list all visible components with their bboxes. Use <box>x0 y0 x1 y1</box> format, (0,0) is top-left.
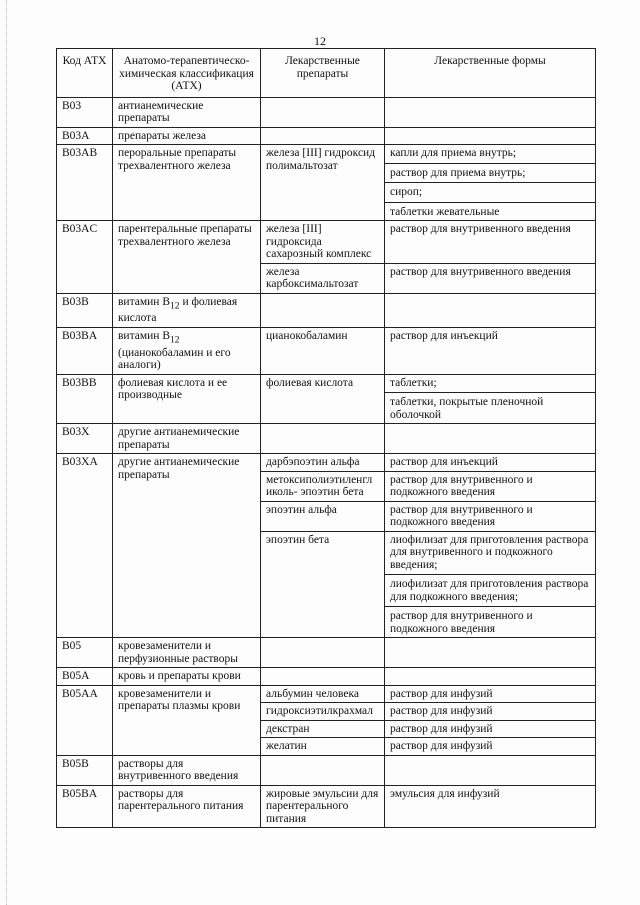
drug-cell: метоксиполиэтиленгл иколь- эпоэтин бета <box>261 471 385 501</box>
code-cell: B03AB <box>57 145 113 221</box>
classification-cell: кровезаменители и препараты плазмы крови <box>113 685 261 755</box>
classification-cell: фолиевая кислота и ее производные <box>113 374 261 424</box>
table-row <box>57 293 596 327</box>
classification-text: витамин B <box>118 295 170 308</box>
drug-cell: железа карбоксимальтозат <box>261 263 385 293</box>
code-cell: B03XA <box>57 454 113 638</box>
table-row <box>57 327 596 374</box>
form-item: таблетки, покрытые пленочной оболочкой <box>385 392 595 421</box>
form-item: раствор для внутривенного и подкожного введения <box>390 503 533 529</box>
classification-cell: кровь и препараты крови <box>113 668 261 686</box>
header-code: Код АТХ <box>57 49 113 98</box>
form-item: раствор для внутривенного и подкожного введения <box>390 473 533 499</box>
table-header-row <box>57 49 596 98</box>
forms-cell <box>385 685 596 703</box>
forms-cell <box>385 720 596 738</box>
header-forms: Лекарственные формы <box>385 49 596 98</box>
page-number: 12 <box>314 34 326 48</box>
drug-cell: эпоэтин бета <box>261 531 385 638</box>
form-item: раствор для инфузий <box>390 740 493 753</box>
table-row <box>57 454 596 472</box>
forms-cell <box>385 424 596 454</box>
classification-subscript: 12 <box>170 334 180 346</box>
drug-cell: гидроксиэтилкрахмал <box>261 703 385 721</box>
forms-cell <box>385 127 596 145</box>
drug-cell: желатин <box>261 738 385 756</box>
forms-cell <box>385 703 596 721</box>
table-row <box>57 668 596 686</box>
classification-cell: антианемические препараты <box>113 97 261 127</box>
table-row <box>57 685 596 703</box>
table-row <box>57 127 596 145</box>
forms-cell <box>385 501 596 531</box>
classification-text: и фолиевая кислота <box>118 295 238 325</box>
forms-cell <box>385 785 596 828</box>
forms-cell <box>385 263 596 293</box>
forms-cell <box>385 454 596 472</box>
form-item: раствор для внутривенного введения <box>390 223 571 235</box>
forms-cell <box>385 221 596 264</box>
drug-cell <box>261 755 385 785</box>
form-item: раствор для инъекций <box>390 329 498 342</box>
classification-cell: парентеральные препараты трехвалентного железа <box>113 221 261 294</box>
form-item: раствор для внутривенного и подкожного введения <box>385 606 595 635</box>
forms-cell <box>385 738 596 756</box>
form-item: раствор для инфузий <box>390 705 493 718</box>
drug-cell: дарбэпоэтин альфа <box>261 454 385 472</box>
form-item: раствор для инъекций <box>390 456 498 469</box>
drug-cell <box>261 638 385 668</box>
form-item: сироп; <box>385 182 595 199</box>
classification-cell: другие антианемические препараты <box>113 424 261 454</box>
classification-cell: пероральные препараты трехвалентного железа <box>113 145 261 221</box>
code-cell: B03AC <box>57 221 113 294</box>
classification-text: (цианокобаламин и его аналоги) <box>118 346 231 372</box>
forms-cell <box>385 668 596 686</box>
table-row <box>57 638 596 668</box>
code-cell: B03X <box>57 424 113 454</box>
drug-cell: альбумин человека <box>261 685 385 703</box>
drug-cell <box>261 668 385 686</box>
drug-cell: железа [III] гидроксида сахарозный комплекс <box>261 221 385 264</box>
drug-cell: жировые эмульсии для парентерального питания <box>261 785 385 828</box>
code-cell: B03A <box>57 127 113 145</box>
forms-cell <box>385 471 596 501</box>
header-classification: Анатомо-терапевтическо-химическая классификация (АТХ) <box>113 49 261 98</box>
classification-cell: препараты железа <box>113 127 261 145</box>
classification-text: витамин B <box>118 329 170 342</box>
drug-cell: железа [III] гидроксид полимальтозат <box>261 145 385 221</box>
classification-cell: растворы для парентерального питания <box>113 785 261 828</box>
drug-cell: фолиевая кислота <box>261 374 385 424</box>
table-row <box>57 97 596 127</box>
forms-cell <box>385 531 596 638</box>
classification-cell: другие антианемические препараты <box>113 454 261 638</box>
form-item: эмульсия для инфузий <box>390 787 500 800</box>
code-cell: B03BB <box>57 374 113 424</box>
drug-cell: эпоэтин альфа <box>261 501 385 531</box>
form-item: раствор для инфузий <box>390 687 493 700</box>
table-row <box>57 374 596 424</box>
drug-cell <box>261 127 385 145</box>
header-drugs: Лекарственные препараты <box>261 49 385 98</box>
forms-cell <box>385 374 596 424</box>
table-body <box>57 97 596 828</box>
table-row <box>57 424 596 454</box>
drug-cell <box>261 97 385 127</box>
drug-cell <box>261 424 385 454</box>
atc-table <box>56 48 596 828</box>
table-row <box>57 785 596 828</box>
form-item: капли для приема внутрь; <box>390 147 517 159</box>
forms-cell <box>385 638 596 668</box>
form-item: лиофилизат для приготовления раствора для внутривенного и подкожного введения; <box>390 533 589 571</box>
code-cell: B05AA <box>57 685 113 755</box>
form-item: раствор для внутривенного введения <box>390 265 571 278</box>
forms-cell <box>385 755 596 785</box>
classification-cell <box>113 293 261 327</box>
forms-cell <box>385 145 596 221</box>
code-cell: B03BA <box>57 327 113 374</box>
code-cell: B05BA <box>57 785 113 828</box>
classification-cell: растворы для внутривенного введения <box>113 755 261 785</box>
form-item: раствор для приема внутрь; <box>385 163 595 180</box>
form-item: лиофилизат для приготовления раствора для подкожного введения; <box>385 574 595 603</box>
page-edge-line <box>6 0 8 905</box>
code-cell: B05 <box>57 638 113 668</box>
table-row <box>57 145 596 221</box>
forms-cell <box>385 327 596 374</box>
classification-subscript: 12 <box>170 299 180 311</box>
forms-cell <box>385 97 596 127</box>
classification-cell: кровезаменители и перфузионные растворы <box>113 638 261 668</box>
forms-cell <box>385 293 596 327</box>
table-row <box>57 755 596 785</box>
drug-cell: цианокобаламин <box>261 327 385 374</box>
form-item: таблетки жевательные <box>385 202 595 219</box>
drug-cell <box>261 293 385 327</box>
code-cell: B05B <box>57 755 113 785</box>
table-row <box>57 221 596 264</box>
form-item: таблетки; <box>390 376 437 389</box>
code-cell: B03 <box>57 97 113 127</box>
form-item: раствор для инфузий <box>390 722 493 735</box>
code-cell: B05A <box>57 668 113 686</box>
code-cell: B03B <box>57 293 113 327</box>
drug-cell: декстран <box>261 720 385 738</box>
classification-cell <box>113 327 261 374</box>
